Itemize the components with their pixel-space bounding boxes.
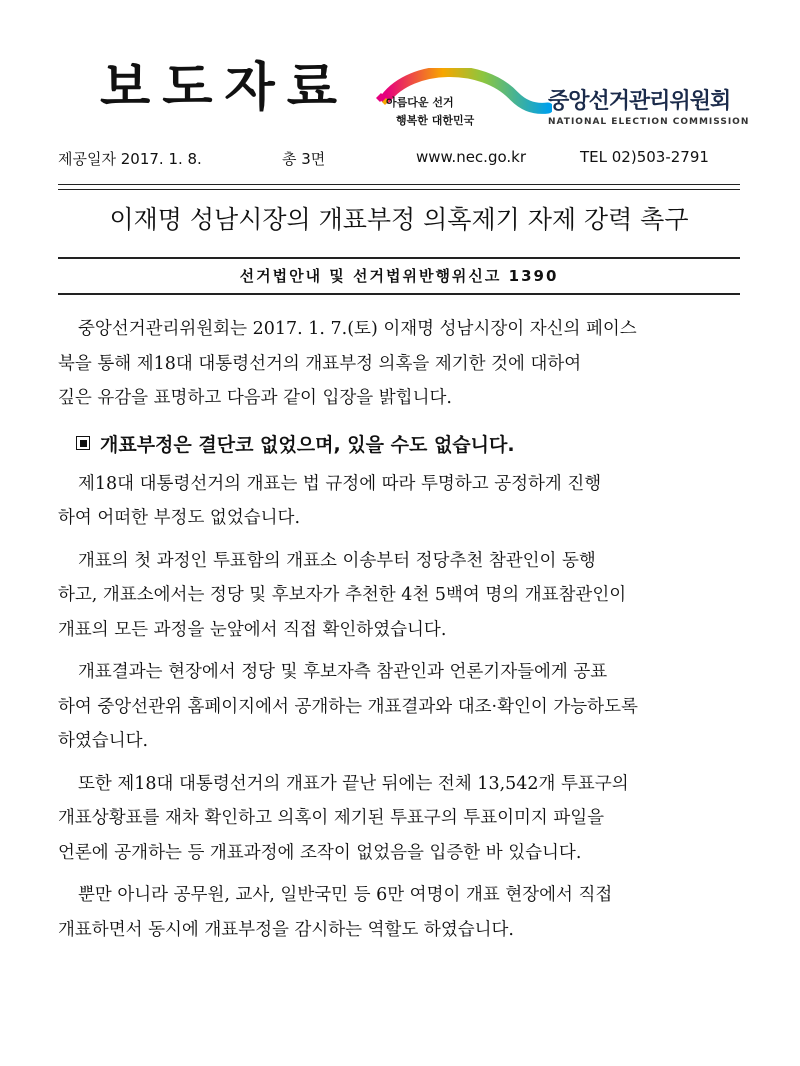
paragraph-line: 개표결과는 현장에서 정당 및 후보자측 참관인과 언론기자들에게 공표 (78, 662, 608, 682)
paragraph-line: 또한 제18대 대통령선거의 개표가 끝난 뒤에는 전체 13,542개 투표구의 (78, 773, 629, 794)
paragraph-3 (58, 655, 742, 759)
telephone: TEL 02)503-2791 (580, 148, 709, 166)
paragraph-line: 언론에 공개하는 등 개표과정에 조작이 없었음을 입증한 바 있습니다. (58, 842, 582, 863)
release-date: 제공일자 2017. 1. 8. (58, 150, 202, 168)
intro-line: 깊은 유감을 표명하고 다음과 같이 입장을 밝힙니다. (58, 388, 452, 408)
paragraph-line: 하여 중앙선관위 홈페이지에서 공개하는 개표결과와 대조·확인이 가능하도록 (58, 696, 638, 717)
nec-logo (548, 84, 749, 127)
website-link[interactable]: www.nec.go.kr (416, 148, 527, 166)
header (0, 0, 800, 140)
paragraph-line: 개표상황표를 재차 확인하고 의혹이 제기된 투표구의 투표이미지 파일을 (58, 808, 605, 828)
headline: 이재명 성남시장의 개표부정 의혹제기 자제 강력 촉구 (109, 205, 689, 234)
divider-bottom (58, 293, 740, 295)
divider-mid (58, 257, 740, 259)
paragraph-line: 개표하면서 동시에 개표부정을 감시하는 역할도 하였습니다. (58, 919, 514, 940)
slogan-line-1: 아름다운 선거 (386, 96, 454, 109)
press-release-title: 보도자료 (100, 58, 349, 118)
paragraph-1 (58, 467, 742, 536)
paragraph-line: 개표의 모든 과정을 눈앞에서 직접 확인하였습니다. (58, 619, 447, 640)
paragraph-line: 제18대 대통령선거의 개표는 법 규정에 따라 투명하고 공정하게 진행 (78, 473, 602, 494)
info-row (58, 148, 748, 172)
intro-paragraph (58, 312, 742, 416)
body-text (58, 312, 742, 947)
divider-top-1 (58, 184, 740, 185)
paragraph-line: 뿐만 아니라 공무원, 교사, 일반국민 등 6만 여명이 개표 현장에서 직접 (78, 885, 613, 905)
paragraph-5 (58, 878, 742, 947)
divider-top-2 (58, 189, 740, 190)
paragraph-line: 하였습니다. (58, 731, 149, 751)
slogan-line-2: 행복한 대한민국 (396, 114, 475, 127)
paragraph-line: 하여 어떠한 부정도 없었습니다. (58, 508, 301, 528)
slogan-logo (372, 68, 552, 134)
paragraph-2 (58, 544, 742, 648)
subheadline: 선거법안내 및 선거법위반행위신고 1390 (239, 267, 559, 285)
org-name-english: NATIONAL ELECTION COMMISSION (548, 117, 750, 127)
paragraph-line: 하고, 개표소에서는 정당 및 후보자가 추천한 4천 5백여 명의 개표참관인이 (58, 585, 627, 605)
section-heading (76, 430, 742, 457)
paragraph-line: 개표의 첫 과정인 투표함의 개표소 이송부터 정당추천 참관인이 동행 (78, 550, 596, 571)
paragraph-4 (58, 767, 742, 871)
square-bullet-icon (76, 436, 90, 450)
intro-line: 중앙선거관리위원회는 2017. 1. 7.(토) 이재명 성남시장이 자신의 페이스 (78, 319, 637, 339)
page-count: 총 3면 (282, 150, 326, 168)
intro-line: 북을 통해 제18대 대통령선거의 개표부정 의혹을 제기한 것에 대하여 (58, 353, 582, 374)
section-heading-text: 개표부정은 결단코 없었으며, 있을 수도 없습니다. (100, 433, 515, 456)
org-name-korean: 중앙선거관리위원회 (548, 89, 731, 114)
